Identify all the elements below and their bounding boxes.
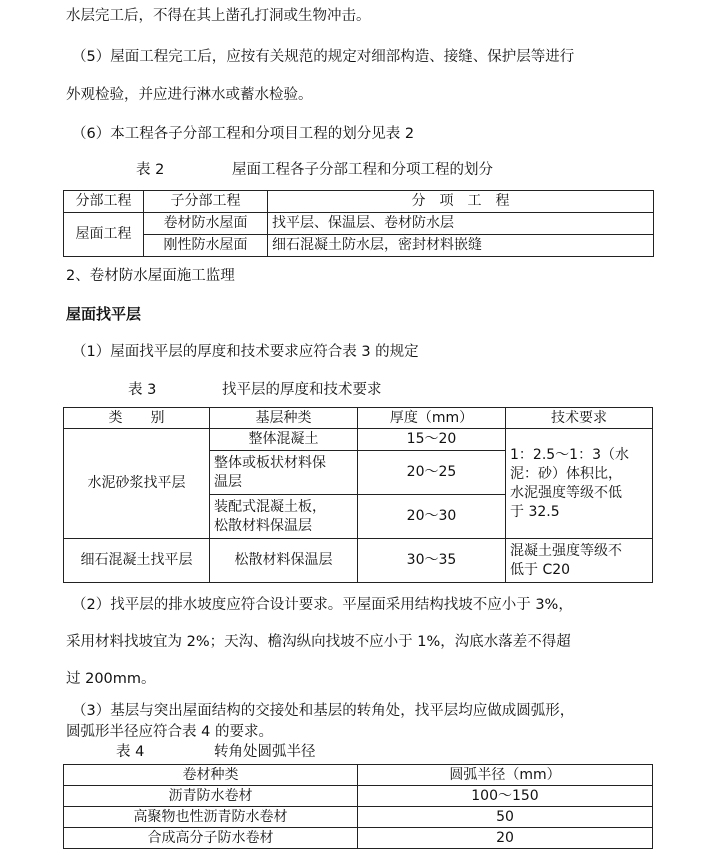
table-3-requirement-line: 低于 C20 [510,561,571,578]
table-2-items-cell: 细石混凝土防水层，密封材料嵌缝 [268,235,654,257]
table-2-subdivision-cell: 刚性防水屋面 [144,235,268,257]
paragraph-6-line-2: 采用材料找坡宜为 2%；天沟、檐沟纵向找坡不应小于 1%，沟底水落差不得超 [66,634,571,650]
table-3-requirement-line: 于 32.5 [510,503,560,520]
table-4-material-cell: 沥青防水卷材 [64,786,358,807]
table-3-requirement-cell [506,539,653,583]
table-2-group-cell: 屋面工程 [64,213,144,257]
table-4-header-material: 卷材种类 [64,765,358,786]
paragraph-3: （6）本工程各子分部工程和分项目工程的划分见表 2 [72,126,415,142]
section-heading: 屋面找平层 [66,305,142,323]
table-2-items-cell: 找平层、保温层、卷材防水层 [268,213,654,235]
table-4 [63,764,653,849]
table-3-base-line: 温层 [214,473,242,490]
paragraph-7-line-2: 圆弧形半径应符合表 4 的要求。 [66,724,273,740]
table-3-base-cell [210,451,358,495]
table-3-thickness-cell: 30～35 [358,539,506,583]
table-3-thickness-cell: 15～20 [358,429,506,451]
table-3-thickness-cell: 20～25 [358,451,506,495]
table-2-caption-title: 屋面工程各子分部工程和分项工程的划分 [232,162,493,178]
table-3 [63,407,653,583]
table-3-base-cell: 松散材料保温层 [210,539,358,583]
table-3-base-line: 整体或板状材料保 [214,454,326,471]
table-4-radius-cell: 100～150 [358,786,653,807]
table-4-header-radius: 圆弧半径（mm） [358,765,653,786]
paragraph-2-line-1: （5）屋面工程完工后，应按有关规范的规定对细部构造、接缝、保护层等进行 [72,49,575,65]
table-4-material-cell: 高聚物也性沥青防水卷材 [64,807,358,828]
table-2-header-subdivision: 子分部工程 [144,191,268,213]
table-3-base-cell [210,495,358,539]
table-3-caption-title: 找平层的厚度和技术要求 [222,382,382,398]
table-2-header-division: 分部工程 [64,191,144,213]
table-3-caption-number: 表 3 [128,382,157,398]
table-2-header-items: 分 项 工 程 [268,191,654,213]
paragraph-6-line-1: （2）找平层的排水坡度应符合设计要求。平屋面采用结构找坡不应小于 3%， [72,597,573,613]
table-3-requirement-line: 水泥强度等级不低 [510,484,622,501]
table-4-caption-title: 转角处圆弧半径 [214,744,316,760]
paragraph-7-line-1: （3）基层与突出屋面结构的交接处和基层的转角处，找平层均应做成圆弧形， [72,703,575,719]
table-3-base-line: 整体混凝土 [248,431,319,447]
paragraph-6-line-3: 过 200mm。 [66,671,156,687]
table-3-thickness-cell: 20～30 [358,495,506,539]
paragraph-2-line-2: 外观检验，并应进行淋水或蓄水检验。 [66,87,313,103]
table-4-material-cell: 合成高分子防水卷材 [64,828,358,849]
table-2 [63,190,654,257]
table-3-requirement-line: 泥：砂）体积比， [510,465,622,482]
table-4-radius-cell: 50 [358,807,653,828]
table-3-base-line: 装配式混凝土板， [214,498,326,515]
table-3-requirement-cell [506,429,653,539]
table-4-caption-number: 表 4 [116,744,145,760]
table-3-base-cell [210,429,358,451]
table-2-subdivision-cell: 卷材防水屋面 [144,213,268,235]
table-2-caption-number: 表 2 [136,162,165,178]
paragraph-5: （1）屋面找平层的厚度和技术要求应符合表 3 的规定 [72,344,419,360]
table-3-category-cell: 细石混凝土找平层 [64,539,210,583]
table-3-base-line: 松散材料保温层 [214,517,312,534]
table-3-header-thickness: 厚度（mm） [358,408,506,429]
paragraph-4: 2、卷材防水屋面施工监理 [66,268,235,284]
table-3-requirement-line: 1：2.5～1：3（水 [510,446,629,463]
table-3-header-base: 基层种类 [210,408,358,429]
paragraph-1: 水层完工后，不得在其上凿孔打洞或生物冲击。 [66,8,371,24]
table-4-radius-cell: 20 [358,828,653,849]
table-3-header-requirement: 技术要求 [506,408,653,429]
table-3-requirement-line: 混凝土强度等级不 [510,542,622,559]
table-3-header-category: 类 别 [64,408,210,429]
table-3-category-cell: 水泥砂浆找平层 [64,429,210,539]
